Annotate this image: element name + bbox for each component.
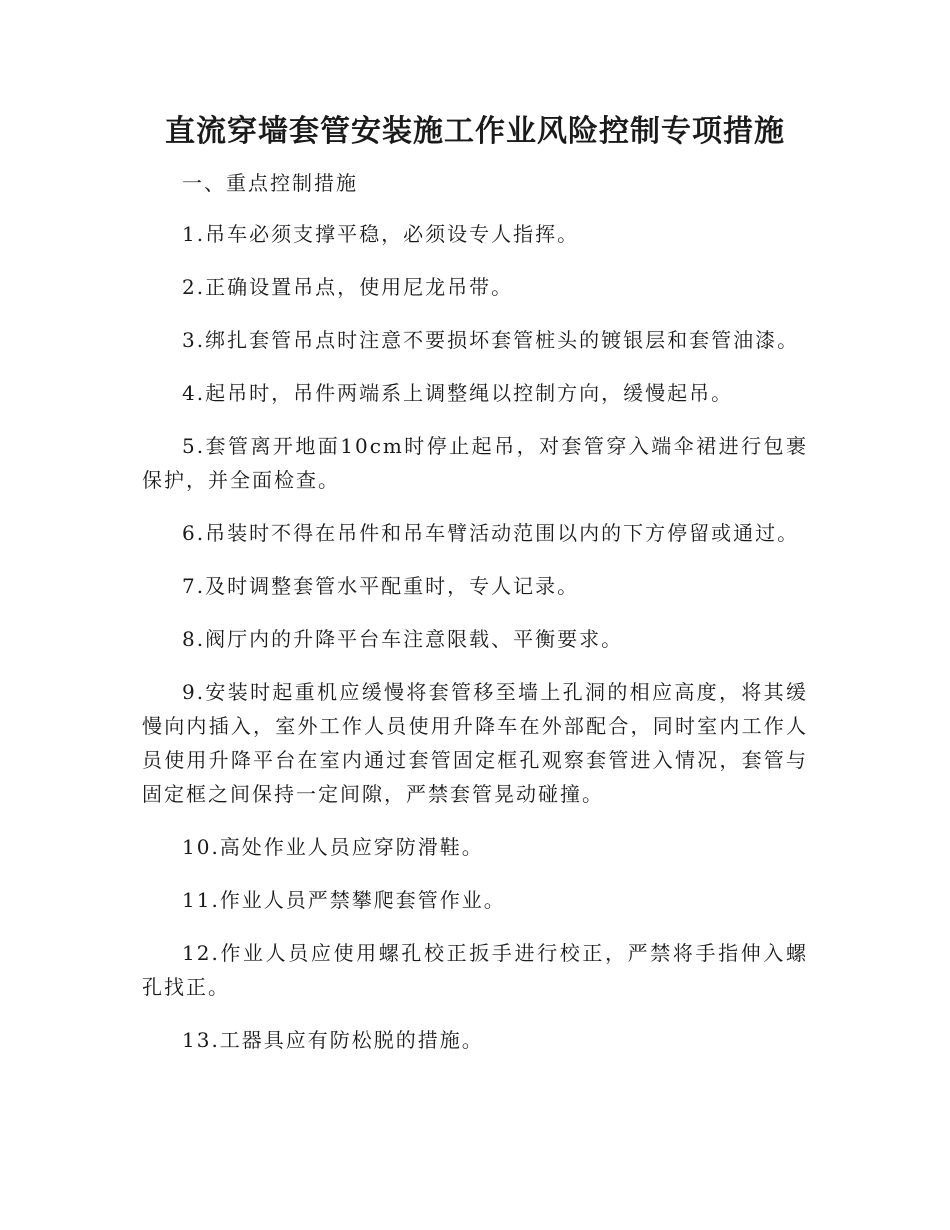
- document-body: [142, 166, 808, 1076]
- measure-item-13: 13.工器具应有防松脱的措施。: [182, 1028, 484, 1052]
- measure-item-1: 1.吊车必须支撑平稳，必须设专人指挥。: [182, 222, 580, 246]
- measure-item-9: 9.安装时起重机应缓慢将套管移至墙上孔洞的相应高度，将其缓慢向内插入，室外工作人员使用升降车在外部配合，同时室内工作人员使用升降平台在室内通过套管固定框孔观察套管进入情况，套管与固定框之间保持一定间隙，严禁套管晃动碰撞。: [142, 680, 808, 806]
- measure-item-3: 3.绑扎套管吊点时注意不要损坏套管桩头的镀银层和套管油漆。: [182, 328, 800, 352]
- measure-item-12: 12.作业人员应使用螺孔校正扳手进行校正，严禁将手指伸入螺孔找正。: [142, 941, 808, 999]
- document-title: 直流穿墙套管安装施工作业风险控制专项措施: [165, 114, 785, 149]
- measure-item-6: 6.吊装时不得在吊件和吊车臂活动范围以内的下方停留或通过。: [182, 521, 800, 545]
- measure-item-8: 8.阀厅内的升降平台车注意限载、平衡要求。: [182, 627, 624, 651]
- measure-item-11: 11.作业人员严禁攀爬套管作业。: [182, 888, 506, 912]
- section-heading: 一、重点控制措施: [182, 171, 358, 195]
- measure-item-4: 4.起吊时，吊件两端系上调整绳以控制方向，缓慢起吊。: [182, 381, 734, 405]
- measure-item-2: 2.正确设置吊点，使用尼龙吊带。: [182, 275, 514, 299]
- measure-item-5: 5.套管离开地面10cm时停止起吊，对套管穿入端伞裙进行包裹保护，并全面检查。: [142, 434, 808, 492]
- measure-item-10: 10.高处作业人员应穿防滑鞋。: [182, 835, 484, 859]
- measure-item-7: 7.及时调整套管水平配重时，专人记录。: [182, 574, 580, 598]
